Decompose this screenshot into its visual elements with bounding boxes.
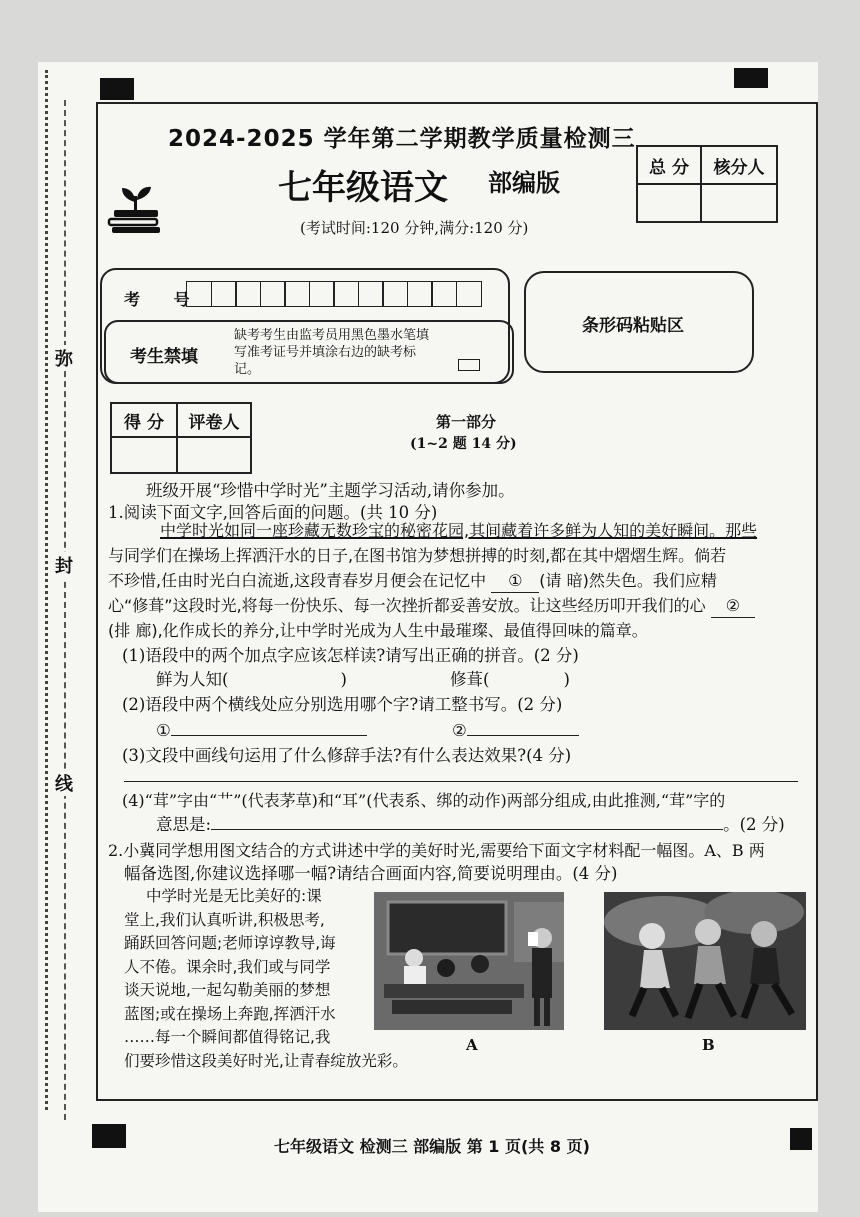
blank-2[interactable]: ② xyxy=(711,595,755,618)
sub-question-4-answer xyxy=(156,814,785,836)
part-one-range: (1~2 题 14 分) xyxy=(410,436,517,452)
checker-label: 核分人 xyxy=(701,146,777,184)
grader-label: 评卷人 xyxy=(177,403,251,437)
activity-intro: 班级开展“珍惜中学时光”主题学习活动,请你参加。 xyxy=(146,481,515,500)
passage-line-1 xyxy=(160,520,757,542)
registration-mark-top-right xyxy=(734,68,768,88)
exam-number-cell[interactable] xyxy=(186,281,212,307)
total-score-label: 总 分 xyxy=(637,146,701,184)
exam-number-cell[interactable] xyxy=(431,281,457,307)
sub-question-4: (4)“茸”字由“艹”(代表茅草)和“耳”(代表系、绑的动作)两部分组成,由此推测,“茸”字的 xyxy=(122,791,726,810)
question-1-stem: 1.阅读下面文字,回答后面的问题。(共 10 分) xyxy=(108,503,438,522)
exam-number-cell[interactable] xyxy=(211,281,237,307)
answer-line-3[interactable] xyxy=(124,781,798,782)
registration-mark-top-left xyxy=(100,78,134,100)
blank-1-hint: (请 暗)然失色。我们应精 xyxy=(539,571,717,590)
seal-line xyxy=(64,100,66,1120)
sub-question-1: (1)语段中的两个加点字应该怎样读?请写出正确的拼音。(2 分) xyxy=(122,646,579,665)
question-2-material xyxy=(124,885,408,1073)
exam-number-cells[interactable] xyxy=(186,281,480,307)
paren-close-2: ) xyxy=(563,670,570,689)
material-line: 中学时光是无比美好的:课 xyxy=(146,887,322,905)
registration-mark-bottom-left xyxy=(92,1124,126,1148)
sub-question-4-blank[interactable] xyxy=(211,829,723,830)
char-answer-2 xyxy=(452,720,579,742)
passage-line-3-text: 不珍惜,任由时光白白流逝,这段青春岁月便会在记忆中 xyxy=(108,571,487,590)
sub-question-3: (3)文段中画线句运用了什么修辞手法?有什么表达效果?(4 分) xyxy=(122,746,572,765)
pinyin-word-1: 鲜为人知( xyxy=(156,670,229,689)
material-line: 堂上,我们认真听讲,积极思考, xyxy=(124,910,325,929)
paren-close-1: ) xyxy=(340,670,347,689)
exam-number-cell[interactable] xyxy=(333,281,359,307)
sub-question-4-prompt: 意思是: xyxy=(156,815,212,834)
grading-table xyxy=(110,402,252,474)
seal-char-feng: 封 xyxy=(55,552,73,578)
prohibition-label: 考生禁填 xyxy=(130,347,198,367)
subject-title: 七年级语文 xyxy=(278,168,448,208)
pinyin-answer-1 xyxy=(156,669,347,691)
part-one-title: 第一部分 xyxy=(436,413,497,431)
prohibition-text: 缺考考生由监考员用黑色墨水笔填写准考证号并填涂右边的缺考标记。 xyxy=(234,328,430,377)
material-line: 们要珍惜这段美好时光,让青春绽放光彩。 xyxy=(124,1051,408,1070)
sub-question-4-points: 。(2 分) xyxy=(723,815,785,834)
total-score-table xyxy=(636,145,778,223)
exam-time-info: (考试时间:120 分钟,满分:120 分) xyxy=(300,219,529,237)
passage-line-4 xyxy=(108,595,755,618)
char-answer-2-num: ② xyxy=(452,721,467,740)
pinyin-answer-2 xyxy=(450,669,570,691)
binding-dotted-line xyxy=(45,70,54,1110)
registration-mark-bottom-right xyxy=(790,1128,812,1150)
sub-question-2: (2)语段中两个横线处应分别选用哪个字?请工整书写。(2 分) xyxy=(122,695,563,714)
material-line: 踊跃回答问题;老师谆谆教导,诲 xyxy=(124,934,336,952)
seal-char-xian: 线 xyxy=(55,770,73,796)
question-2-stem-a: 2.小冀同学想用图文结合的方式讲述中学的美好时光,需要给下面文字材料配一幅图。A、B 两 xyxy=(108,841,765,860)
grading-score-label: 得 分 xyxy=(111,403,177,437)
exam-number-cell[interactable] xyxy=(358,281,384,307)
exam-number-label: 考 号 xyxy=(124,290,204,309)
passage-line-2: 与同学们在操场上挥洒汗水的日子,在图书馆为梦想拼搏的时刻,都在其中熠熠生辉。倘若 xyxy=(108,546,727,565)
material-line: 人不倦。课余时,我们或与同学 xyxy=(124,957,331,976)
exam-number-cell[interactable] xyxy=(382,281,408,307)
grading-score-cell[interactable] xyxy=(111,437,177,473)
material-line: 谈天说地,一起勾勒美丽的梦想 xyxy=(124,981,331,999)
barcode-label: 条形码粘贴区 xyxy=(582,316,684,336)
question-2-stem-b: 幅备选图,你建议选择哪一幅?请结合画面内容,简要说明理由。(4 分) xyxy=(124,864,618,883)
checker-cell[interactable] xyxy=(701,184,777,222)
exam-number-cell[interactable] xyxy=(407,281,433,307)
book-seedling-icon xyxy=(106,182,164,234)
image-b-caption: B xyxy=(702,1036,715,1054)
running-scene-icon xyxy=(604,892,806,1030)
material-line: ……每一个瞬间都值得铭记,我 xyxy=(124,1028,331,1046)
material-line: 蓝图;或在操场上奔跑,挥洒汗水 xyxy=(124,1004,336,1023)
seal-char-mi: 弥 xyxy=(55,345,73,371)
exam-number-cell[interactable] xyxy=(235,281,261,307)
running-illustration xyxy=(604,892,806,1030)
exam-number-cell[interactable] xyxy=(456,281,482,307)
char-answer-1-blank[interactable] xyxy=(171,735,367,736)
passage-line-3 xyxy=(108,570,717,593)
absent-mark-box[interactable] xyxy=(458,359,480,371)
edition-label: 部编版 xyxy=(488,169,560,197)
blank-1[interactable]: ① xyxy=(491,570,539,593)
exam-number-cell[interactable] xyxy=(309,281,335,307)
exam-title: 2024-2025 学年第二学期教学质量检测三 xyxy=(168,126,636,152)
underlined-sentence: 中学时光如同一座珍藏无数珍宝的秘密花园,其间藏着许多鲜为人知的美好瞬间。那些 xyxy=(160,521,758,540)
passage-line-5: (排 廊),化作成长的养分,让中学时光成为人生中最璀璨、最值得回味的篇章。 xyxy=(108,621,648,640)
passage-line-4-text: 心“修葺”这段时光,将每一份快乐、每一次挫折都妥善安放。让这些经历叩开我们的心 xyxy=(108,596,706,615)
exam-number-cell[interactable] xyxy=(284,281,310,307)
total-score-cell[interactable] xyxy=(637,184,701,222)
classroom-illustration xyxy=(374,892,564,1030)
image-a-caption: A xyxy=(466,1036,478,1054)
char-answer-2-blank[interactable] xyxy=(467,735,579,736)
char-answer-1 xyxy=(156,720,367,742)
pinyin-word-2: 修葺( xyxy=(450,670,490,689)
classroom-scene-icon xyxy=(374,892,564,1030)
exam-number-cell[interactable] xyxy=(260,281,286,307)
grader-cell[interactable] xyxy=(177,437,251,473)
page-footer: 七年级语文 检测三 部编版 第 1 页(共 8 页) xyxy=(274,1137,590,1156)
char-answer-1-num: ① xyxy=(156,721,171,740)
